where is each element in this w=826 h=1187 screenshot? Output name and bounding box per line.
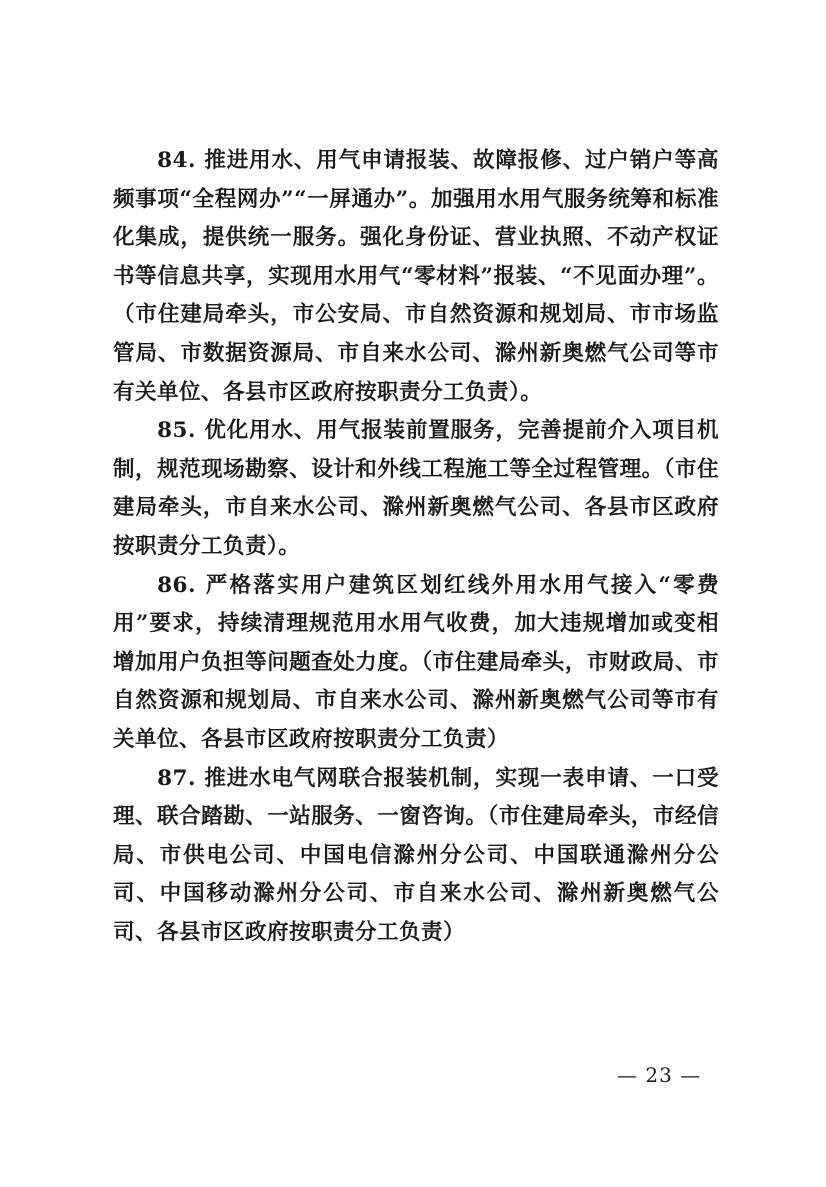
- paragraph-item-87: 87. 推进水电气网联合报装机制，实现一表申请、一口受理、联合踏勘、一站服务、一窗咨询。（市住建局牵头，市经信局、市供电公司、中国电信滁州分公司、中国联通滁州分公司、中国移动滁州分公司、市自来水公司、滁州新奥燃气公司、各县市区政府按职责分工负责）: [113, 765, 719, 945]
- document-body: [113, 142, 719, 952]
- paragraph-item-85: 85. 优化用水、用气报装前置服务，完善提前介入项目机制，规范现场勘察、设计和外线工程施工等全过程管理。（市住建局牵头，市自来水公司、滁州新奥燃气公司、各县市区政府按职责分工负责）。: [113, 418, 719, 559]
- paragraph-item-86: 86. 严格落实用户建筑区划红线外用水用气接入“零费用”要求，持续清理规范用水用气收费，加大违规增加或变相增加用户负担等问题查处力度。（市住建局牵头，市财政局、市自然资源和规划局、市自来水公司、滁州新奥燃气公司等市有关单位、各县市区政府按职责分工负责）: [113, 572, 719, 752]
- page-number: — 23 —: [617, 1063, 702, 1087]
- paragraph-item-84: 84. 推进用水、用气申请报装、故障报修、过户销户等高频事项“全程网办”“一屏通办”。加强用水用气服务统筹和标准化集成，提供统一服务。强化身份证、营业执照、不动产权证书等信息共享，实现用水用气“零材料”报装、“不见面办理”。（市住建局牵头，市公安局、市自然资源和规划局、市市场监管局、市数据资源局、市自来水公司、滁州新奥燃气公司等市有关单位、各县市区政府按职责分工负责）。: [113, 148, 719, 405]
